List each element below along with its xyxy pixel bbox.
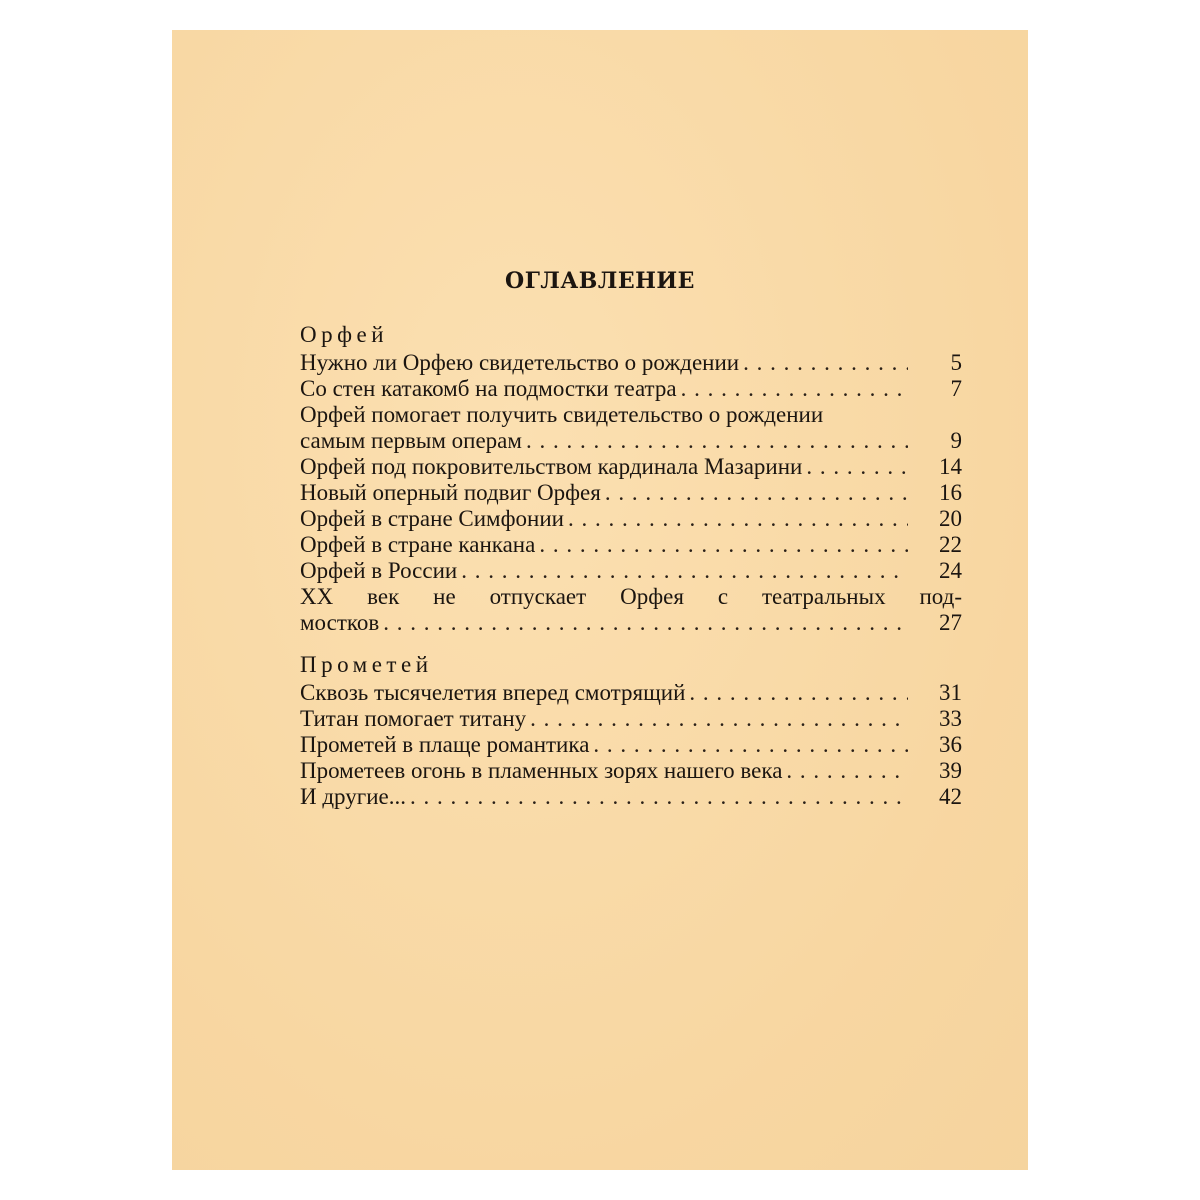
entry-page: 14 [939, 454, 962, 479]
toc-entry[interactable] [300, 454, 962, 480]
entry-title: Со стен катакомб на подмостки театра [300, 376, 677, 401]
dot-leader [593, 732, 908, 758]
toc-entry[interactable] [300, 350, 962, 376]
toc-section-orpheus [300, 320, 962, 636]
entry-title: Нужно ли Орфею свидетельство о рождении [300, 350, 740, 375]
entry-title-line1: XX век не отпускает Орфея с театральных под- [300, 584, 962, 609]
toc-entry[interactable] [300, 480, 962, 506]
toc-entry[interactable] [300, 610, 962, 636]
book-page [172, 30, 1028, 1170]
toc-entry[interactable] [300, 558, 962, 584]
entry-title: Орфей в стране канкана [300, 532, 536, 557]
dot-leader [605, 480, 908, 506]
entry-page: 36 [939, 732, 962, 757]
toc-title: ОГЛАВЛЕНИЕ [505, 268, 695, 294]
toc-entry[interactable] [300, 706, 962, 732]
entry-page: 31 [939, 680, 962, 705]
toc-entry[interactable] [300, 680, 962, 706]
section-heading: Прометей [300, 652, 433, 677]
dot-leader [689, 680, 908, 706]
toc-entry-line1[interactable] [300, 402, 962, 428]
dot-leader [461, 558, 908, 584]
entry-title: Орфей в России [300, 558, 458, 583]
entry-page: 39 [939, 758, 962, 783]
dot-leader [383, 610, 908, 636]
toc-entry-line1[interactable] [300, 584, 962, 610]
toc-entry[interactable] [300, 758, 962, 784]
toc-entry[interactable] [300, 428, 962, 454]
dot-leader [539, 532, 908, 558]
toc-entry[interactable] [300, 732, 962, 758]
entry-title: Новый оперный подвиг Орфея [300, 480, 601, 505]
entry-page: 16 [939, 480, 962, 505]
entry-title: Титан помогает титану [300, 706, 527, 731]
entry-title-line1: Орфей помогает получить свидетельство о рождении [300, 402, 824, 427]
entry-page: 5 [950, 350, 962, 375]
toc-entry[interactable] [300, 532, 962, 558]
entry-page: 7 [950, 376, 962, 401]
entry-title: Орфей в стране Симфонии [300, 506, 564, 531]
entry-page: 9 [950, 428, 962, 453]
dot-leader [526, 428, 908, 454]
entry-page: 42 [939, 784, 962, 809]
dot-leader [681, 376, 908, 402]
toc-section-prometheus [300, 650, 962, 810]
entry-title: Прометеев огонь в пламенных зорях нашего века [300, 758, 783, 783]
entry-title: мостков [300, 610, 380, 635]
entry-title: Прометей в плаще романтика [300, 732, 590, 757]
dot-leader [410, 784, 908, 810]
section-heading: Орфей [300, 322, 389, 347]
entry-page: 33 [939, 706, 962, 731]
entry-title: И другие... [300, 784, 406, 809]
entry-title: Сквозь тысячелетия вперед смотрящий [300, 680, 686, 705]
entry-page: 24 [939, 558, 962, 583]
toc-entry[interactable] [300, 506, 962, 532]
entry-page: 20 [939, 506, 962, 531]
table-of-contents [300, 320, 962, 810]
entry-page: 27 [939, 610, 962, 635]
entry-page: 22 [939, 532, 962, 557]
dot-leader [743, 350, 908, 376]
entry-title: самым первым операм [300, 428, 522, 453]
toc-entry[interactable] [300, 784, 962, 810]
dot-leader [806, 454, 908, 480]
toc-entry[interactable] [300, 376, 962, 402]
dot-leader [530, 706, 908, 732]
dot-leader [786, 758, 908, 784]
entry-title: Орфей под покровительством кардинала Мазарини [300, 454, 803, 479]
dot-leader [568, 506, 908, 532]
